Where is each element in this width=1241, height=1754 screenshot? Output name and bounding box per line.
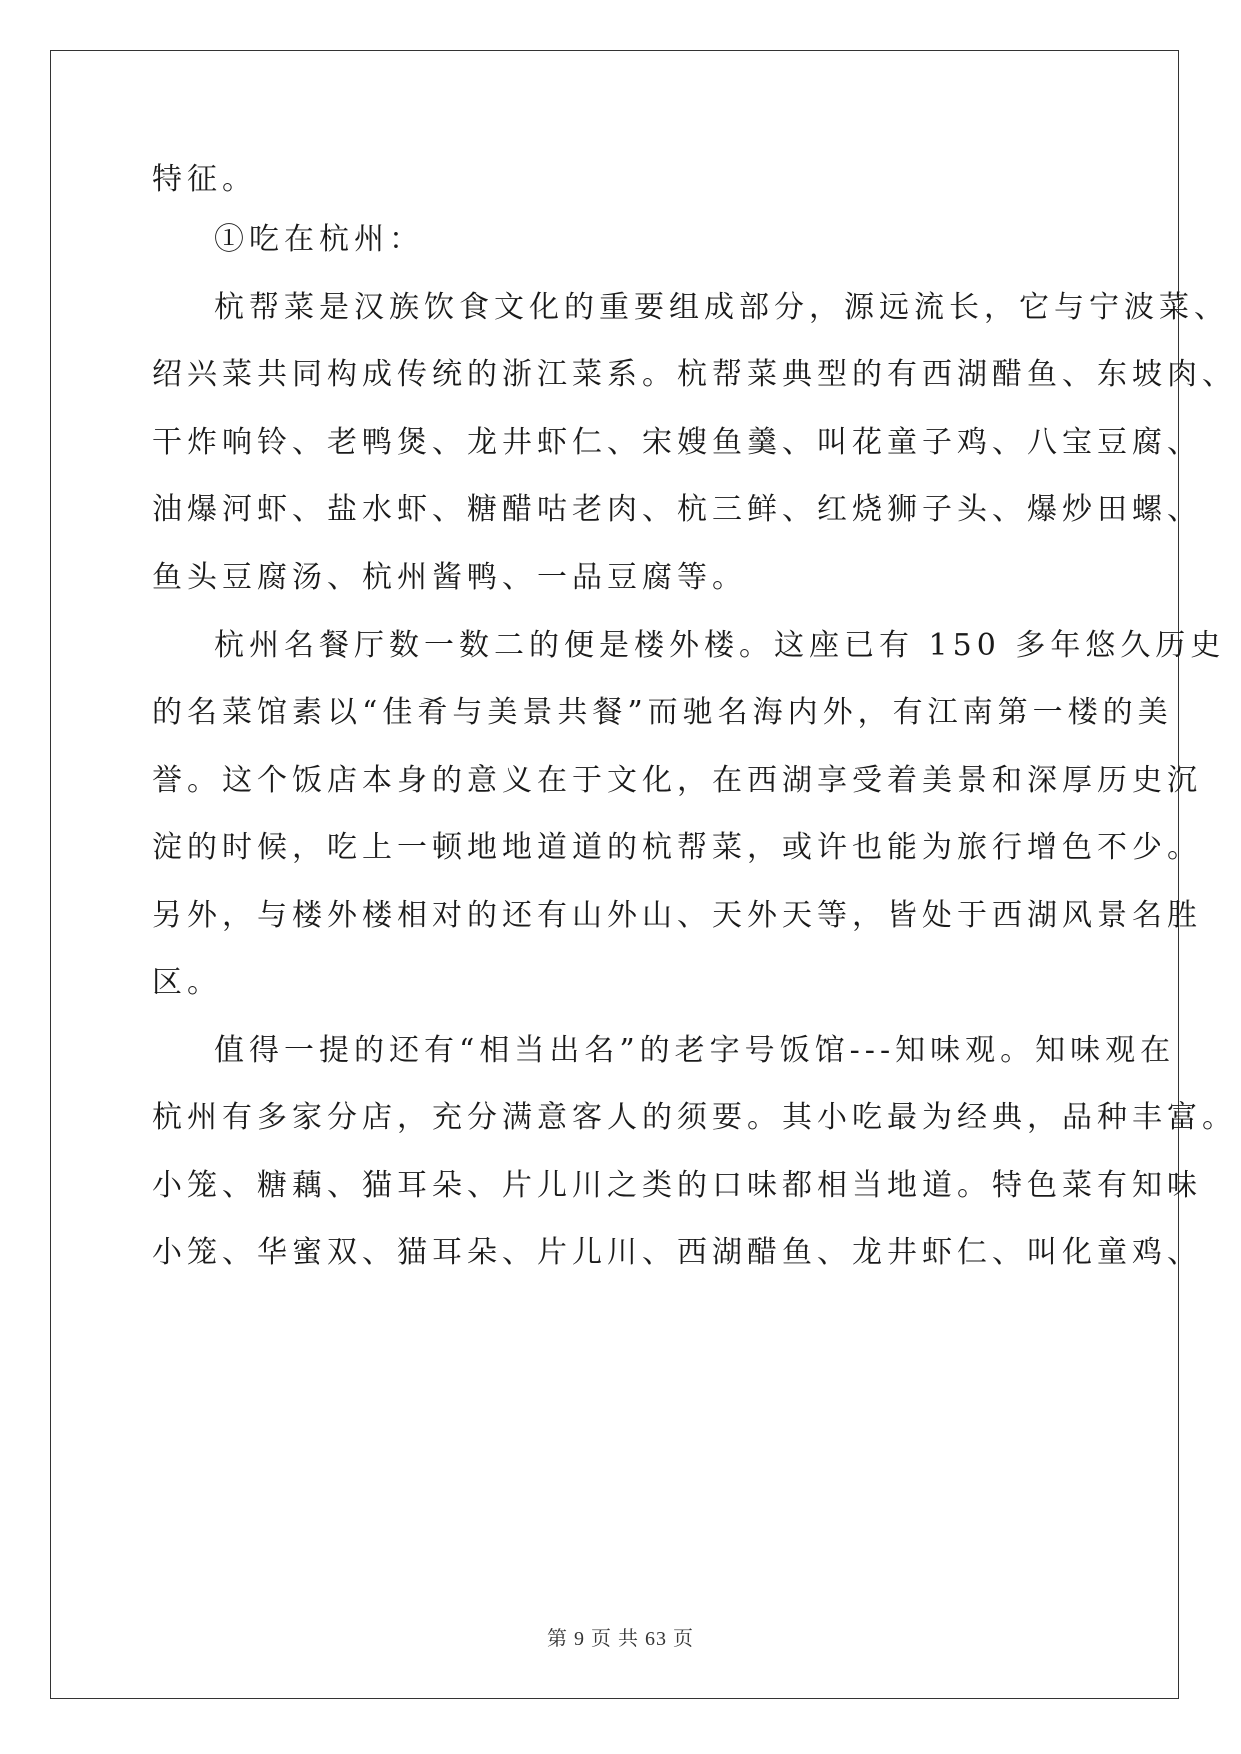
text-line: 小笼、华蜜双、猫耳朵、片儿川、西湖醋鱼、龙井虾仁、叫化童鸡、 xyxy=(152,1235,1202,1270)
text-line: 淀的时候，吃上一顿地地道道的杭帮菜，或许也能为旅行增色不少。 xyxy=(152,830,1202,865)
text-line: 誉。这个饭店本身的意义在于文化，在西湖享受着美景和深厚历史沉 xyxy=(152,763,1202,798)
text-line: 另外，与楼外楼相对的还有山外山、天外天等，皆处于西湖风景名胜 xyxy=(152,898,1202,933)
text-line: 特征。 xyxy=(152,162,257,197)
section-heading: ①吃在杭州： xyxy=(214,222,424,257)
text-line: 值得一提的还有“相当出名”的老字号饭馆---知味观。知味观在 xyxy=(214,1033,1176,1068)
text-line: 干炸响铃、老鸭煲、龙井虾仁、宋嫂鱼羹、叫花童子鸡、八宝豆腐、 xyxy=(152,425,1202,460)
text-line: 杭州有多家分店，充分满意客人的须要。其小吃最为经典，品种丰富。 xyxy=(152,1100,1237,1135)
text-line: 绍兴菜共同构成传统的浙江菜系。杭帮菜典型的有西湖醋鱼、东坡肉、 xyxy=(152,357,1237,392)
text-line: 区。 xyxy=(152,965,222,1000)
page-number: 第 9 页 共 63 页 xyxy=(547,1628,694,1650)
text-line: 油爆河虾、盐水虾、糖醋咕老肉、杭三鲜、红烧狮子头、爆炒田螺、 xyxy=(152,492,1202,527)
text-line: 的名菜馆素以“佳肴与美景共餐”而驰名海内外，有江南第一楼的美 xyxy=(152,695,1173,730)
text-line: 鱼头豆腐汤、杭州酱鸭、一品豆腐等。 xyxy=(152,560,747,595)
text-line: 杭帮菜是汉族饮食文化的重要组成部分，源远流长，它与宁波菜、 xyxy=(214,290,1229,325)
text-line: 杭州名餐厅数一数二的便是楼外楼。这座已有 150 多年悠久历史 xyxy=(214,628,1226,663)
text-line: 小笼、糖藕、猫耳朵、片儿川之类的口味都相当地道。特色菜有知味 xyxy=(152,1168,1202,1203)
